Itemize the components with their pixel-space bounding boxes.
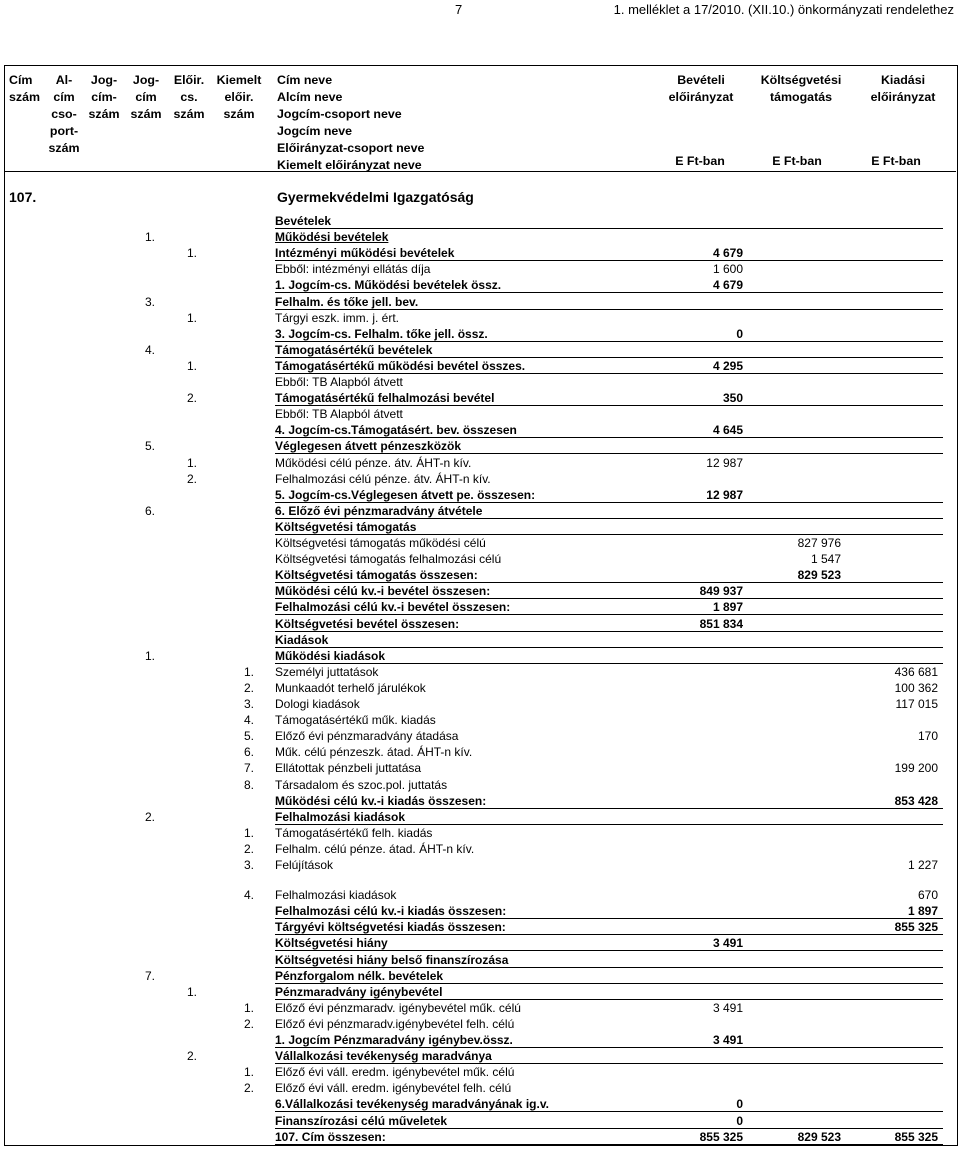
- table-row: [5, 968, 956, 984]
- row-alcim-number: 2.: [144, 809, 155, 824]
- table-row: [5, 984, 956, 1000]
- row-label: Költségvetési támogatás összesen:: [275, 568, 478, 583]
- table-row: [5, 245, 956, 261]
- row-beveteli-value: 350: [722, 391, 743, 406]
- row-label: 5. Jogcím-cs.Véglegesen átvett pe. összesen:: [275, 487, 536, 502]
- row-label: Működési célú pénze. átv. ÁHT-n kív.: [275, 455, 472, 470]
- row-kiemelt-number: 7.: [243, 761, 254, 776]
- row-kiadasi-value: 670: [917, 888, 938, 903]
- col-unit-koltsegvetesi: E Ft-ban: [772, 154, 822, 168]
- table-row: [5, 1000, 956, 1016]
- header-separator: [5, 171, 956, 172]
- row-kiemelt-number: 2.: [243, 1016, 254, 1031]
- row-jogcim-csoport-number: 2.: [186, 1049, 197, 1064]
- row-label: Költségvetési támogatás működési célú: [275, 536, 486, 550]
- row-beveteli-value: 4 679: [712, 246, 743, 261]
- row-label: Kiadások: [275, 632, 329, 647]
- table-row: [5, 551, 956, 567]
- row-label: 1. Jogcím-cs. Működési bevételek össz.: [275, 278, 502, 293]
- row-beveteli-value: 849 937: [699, 584, 743, 599]
- row-alcim-number: 1.: [144, 230, 155, 245]
- table-row: [5, 189, 956, 205]
- row-kiadasi-value: 855 325: [894, 920, 938, 935]
- row-kiemelt-number: 6.: [243, 745, 254, 760]
- table-row: [5, 1048, 956, 1064]
- row-beveteli-value: 851 834: [699, 616, 743, 631]
- row-separator-line: [275, 1144, 943, 1145]
- table-row: [5, 358, 956, 374]
- table-row: [5, 825, 956, 841]
- table-row: [5, 857, 956, 873]
- row-label: Támogatásértékű bevételek: [275, 342, 433, 357]
- row-label: Előző évi pénzmaradv. igénybevétel műk. célú: [275, 1000, 521, 1015]
- row-label: Ellátottak pénzbeli juttatása: [275, 761, 422, 776]
- row-kiadasi-value: 1 227: [907, 858, 938, 872]
- table-row: [5, 648, 956, 664]
- table-row: [5, 342, 956, 358]
- page-header-title: 1. melléklet a 17/2010. (XII.10.) önkormányzati rendelethez: [613, 2, 954, 17]
- row-label: Ebből: TB Alapból átvett: [275, 407, 403, 422]
- col-unit-beveteli: E Ft-ban: [675, 154, 725, 168]
- table-row: [5, 728, 956, 744]
- table-row: [5, 438, 956, 454]
- table-row: [5, 277, 956, 293]
- row-kiemelt-number: 2.: [243, 680, 254, 695]
- row-label: Finanszírozási célú műveletek: [275, 1113, 448, 1128]
- row-kiadasi-value: 855 325: [894, 1129, 938, 1144]
- row-label: 6.Vállalkozási tevékenység maradványának ig.v.: [275, 1097, 549, 1112]
- page-number: 7: [455, 2, 463, 17]
- row-kiadasi-value: 170: [917, 729, 938, 744]
- col-header-koltsegvetesi: Költségvetési támogatás: [760, 73, 842, 104]
- table-row: [5, 680, 956, 696]
- row-label: Működési célú kv.-i kiadás összesen:: [275, 793, 487, 808]
- row-kiemelt-number: 1.: [243, 825, 254, 840]
- row-label: Vállalkozási tevékenység maradványa: [275, 1049, 492, 1064]
- row-label: Költségvetési támogatás felhalmozási célú: [275, 552, 502, 567]
- row-label: Felhalmozási célú kv.-i kiadás összesen:: [275, 904, 507, 919]
- row-jogcim-csoport-number: 2.: [186, 471, 197, 486]
- row-kiemelt-number: 4.: [243, 713, 254, 728]
- table-row: [5, 1032, 956, 1048]
- col-header-cim: Cím szám: [9, 73, 40, 104]
- row-label: Felhalmozási kiadások: [275, 809, 406, 824]
- row-beveteli-value: 1 897: [712, 600, 743, 615]
- table-row: [5, 471, 956, 487]
- row-label: Dologi kiadások: [275, 697, 360, 711]
- row-label: Előző évi váll. eredm. igénybevétel műk. célú: [275, 1065, 515, 1080]
- row-label: Véglegesen átvett pénzeszközök: [275, 439, 462, 454]
- row-beveteli-value: 0: [736, 1113, 743, 1128]
- row-label: Támogatásértékű felhalmozási bevétel: [275, 391, 495, 406]
- row-label: 6. Előző évi pénzmaradvány átvétele: [275, 503, 483, 518]
- col-header-eloir-cs: Előir. cs. szám: [173, 73, 205, 121]
- row-label: Felhalm. célú pénze. átad. ÁHT-n kív.: [275, 841, 475, 856]
- table-row: [5, 213, 956, 229]
- row-beveteli-value: 4 679: [712, 278, 743, 293]
- table-row: [5, 229, 956, 245]
- row-label: 1. Jogcím Pénzmaradvány igénybev.össz.: [275, 1033, 513, 1047]
- table-row: [5, 616, 956, 632]
- row-kiemelt-number: 5.: [243, 729, 254, 744]
- row-label: Támogatásértékű műk. kiadás: [275, 713, 436, 728]
- row-beveteli-value: 0: [736, 1097, 743, 1112]
- row-kiemelt-number: 2.: [243, 1081, 254, 1096]
- row-jogcim-csoport-number: 2.: [186, 391, 197, 406]
- row-label: Előző évi pénzmaradvány átadása: [275, 729, 459, 744]
- row-label: Működési kiadások: [275, 648, 386, 663]
- row-label: Működési célú kv.-i bevétel összesen:: [275, 584, 491, 599]
- table-row: [5, 952, 956, 968]
- row-label: Munkaadót terhelő járulékok: [275, 680, 426, 695]
- row-label: Költségvetési hiány: [275, 936, 388, 951]
- table-row: [5, 935, 956, 951]
- table-row: [5, 294, 956, 310]
- row-label: Költségvetési hiány belső finanszírozása: [275, 952, 509, 967]
- table-row: [5, 664, 956, 680]
- table-row: [5, 406, 956, 422]
- row-beveteli-value: 1 600: [712, 262, 743, 277]
- row-koltsegvetesi-value: 827 976: [797, 536, 841, 550]
- row-jogcim-csoport-number: 1.: [186, 246, 197, 261]
- table-row: [5, 1064, 956, 1080]
- row-koltsegvetesi-value: 829 523: [797, 1129, 841, 1144]
- row-kiadasi-value: 1 897: [907, 904, 938, 919]
- col-header-alcim: Al- cím cso- port- szám: [48, 73, 80, 155]
- row-alcim-number: 1.: [144, 648, 155, 663]
- row-label: Támogatásértékű felh. kiadás: [275, 825, 433, 840]
- table-row: [5, 599, 956, 615]
- row-beveteli-value: 12 987: [706, 487, 743, 502]
- row-label: Ebből: TB Alapból átvett: [275, 375, 403, 389]
- row-kiemelt-number: 8.: [243, 777, 254, 792]
- table-row: [5, 422, 956, 438]
- row-label: 107. Cím összesen:: [275, 1129, 386, 1144]
- row-kiemelt-number: 3.: [243, 697, 254, 711]
- row-beveteli-value: 4 645: [712, 423, 743, 438]
- table-row: [5, 1113, 956, 1129]
- row-label: Felhalmozási célú kv.-i bevétel összesen:: [275, 600, 511, 615]
- table-row: [5, 809, 956, 825]
- table-row: [5, 261, 956, 277]
- row-beveteli-value: 0: [736, 326, 743, 341]
- col-unit-kiadasi: E Ft-ban: [871, 154, 921, 168]
- table-row: [5, 567, 956, 583]
- row-label: Felhalmozási célú pénze. átv. ÁHT-n kív.: [275, 471, 491, 486]
- row-kiemelt-number: 3.: [243, 858, 254, 872]
- row-label: Felhalmozási kiadások: [275, 888, 397, 903]
- col-header-kiadasi: Kiadási előirányzat: [870, 73, 936, 104]
- page-header: [0, 0, 960, 26]
- table-row: [5, 744, 956, 760]
- row-label: Bevételek: [275, 214, 332, 228]
- col-header-kiemelt: Kiemelt előir. szám: [216, 73, 262, 121]
- row-label: Intézményi működési bevételek: [275, 246, 455, 261]
- row-jogcim-csoport-number: 1.: [186, 455, 197, 470]
- col-header-beveteli: Bevételi előirányzat: [668, 73, 734, 104]
- table-row: [5, 503, 956, 519]
- row-beveteli-value: 12 987: [706, 455, 743, 470]
- row-label: Ebből: intézményi ellátás díja: [275, 262, 431, 277]
- table-row: [5, 519, 956, 535]
- col-header-neve: Cím neve Alcím neve Jogcím-csoport neve Jogcím neve Előirányzat-csoport neve Kiemelt előirányzat neve: [277, 73, 425, 172]
- row-beveteli-value: 3 491: [712, 1000, 743, 1015]
- table-row: [5, 919, 956, 935]
- table-row: [5, 1129, 956, 1145]
- table-row: [5, 455, 956, 471]
- row-kiadasi-value: 100 362: [894, 680, 938, 695]
- table-row: [5, 777, 956, 793]
- row-label: 4. Jogcím-cs.Támogatásért. bev. összesen: [275, 423, 517, 438]
- row-label: Műk. célú pénzeszk. átad. ÁHT-n kív.: [275, 745, 473, 760]
- table-row: [5, 1096, 956, 1112]
- table-row: [5, 1080, 956, 1096]
- row-beveteli-value: 855 325: [699, 1129, 743, 1144]
- row-koltsegvetesi-value: 829 523: [797, 568, 841, 583]
- row-beveteli-value: 4 295: [712, 358, 743, 373]
- row-label: Előző évi váll. eredm. igénybevétel felh. célú: [275, 1081, 512, 1096]
- row-beveteli-value: 3 491: [712, 1033, 743, 1047]
- row-jogcim-csoport-number: 1.: [186, 310, 197, 325]
- row-label: Pénzmaradvány igénybevétel: [275, 984, 443, 999]
- row-label: Támogatásértékű működési bevétel összes.: [275, 358, 526, 373]
- table-row: [5, 535, 956, 551]
- row-kiemelt-number: 2.: [243, 841, 254, 856]
- row-kiadasi-value: 436 681: [894, 664, 938, 679]
- row-kiemelt-number: 1.: [243, 664, 254, 679]
- row-title: Gyermekvédelmi Igazgatóság: [277, 189, 474, 205]
- row-jogcim-csoport-number: 1.: [186, 358, 197, 373]
- row-jogcim-csoport-number: 1.: [186, 984, 197, 999]
- col-header-jogcim: Jog- cím szám: [130, 73, 162, 121]
- table-row: [5, 632, 956, 648]
- table-row: [5, 903, 956, 919]
- row-label: Pénzforgalom nélk. bevételek: [275, 968, 444, 983]
- table-row: [5, 583, 956, 599]
- table-row: [5, 310, 956, 326]
- row-kiemelt-number: 1.: [243, 1000, 254, 1015]
- table-row: [5, 390, 956, 406]
- row-alcim-number: 5.: [144, 439, 155, 454]
- table-row: [5, 760, 956, 776]
- row-kiadasi-value: 199 200: [894, 761, 938, 776]
- row-label: Előző évi pénzmaradv.igénybevétel felh. célú: [275, 1016, 515, 1031]
- table-row: [5, 793, 956, 809]
- row-label: Tárgyévi költségvetési kiadás összesen:: [275, 920, 506, 935]
- row-label: Költségvetési támogatás: [275, 519, 417, 534]
- row-beveteli-value: 3 491: [712, 936, 743, 951]
- row-label: Társadalom és szoc.pol. juttatás: [275, 777, 448, 792]
- row-label: Felhalm. és tőke jell. bev.: [275, 294, 419, 309]
- row-label: Személyi juttatások: [275, 664, 379, 679]
- row-alcim-number: 7.: [144, 968, 155, 983]
- row-label: Költségvetési bevétel összesen:: [275, 616, 460, 631]
- row-koltsegvetesi-value: 1 547: [810, 552, 841, 567]
- table-row: [5, 326, 956, 342]
- row-label: Működési bevételek: [275, 230, 389, 245]
- row-kiadasi-value: 117 015: [895, 697, 938, 711]
- row-alcim-number: 3.: [144, 294, 155, 309]
- table-row: [5, 374, 956, 390]
- row-label: Felújítások: [275, 858, 334, 872]
- row-cim-number: 107.: [9, 189, 37, 205]
- table-row: [5, 487, 956, 503]
- table-row: [5, 1016, 956, 1032]
- row-kiadasi-value: 853 428: [894, 793, 938, 808]
- table-row: [5, 841, 956, 857]
- row-label: Tárgyi eszk. imm. j. ért.: [275, 310, 400, 325]
- table-row: [5, 712, 956, 728]
- row-kiemelt-number: 4.: [243, 888, 254, 903]
- row-alcim-number: 4.: [144, 342, 155, 357]
- budget-table: [4, 65, 958, 1146]
- row-kiemelt-number: 1.: [243, 1065, 254, 1080]
- row-alcim-number: 6.: [144, 503, 155, 518]
- row-label: 3. Jogcím-cs. Felhalm. tőke jell. össz.: [275, 326, 488, 341]
- table-row: [5, 696, 956, 712]
- col-header-jogcim-csoport: Jog- cím- szám: [88, 73, 120, 121]
- table-row: [5, 887, 956, 903]
